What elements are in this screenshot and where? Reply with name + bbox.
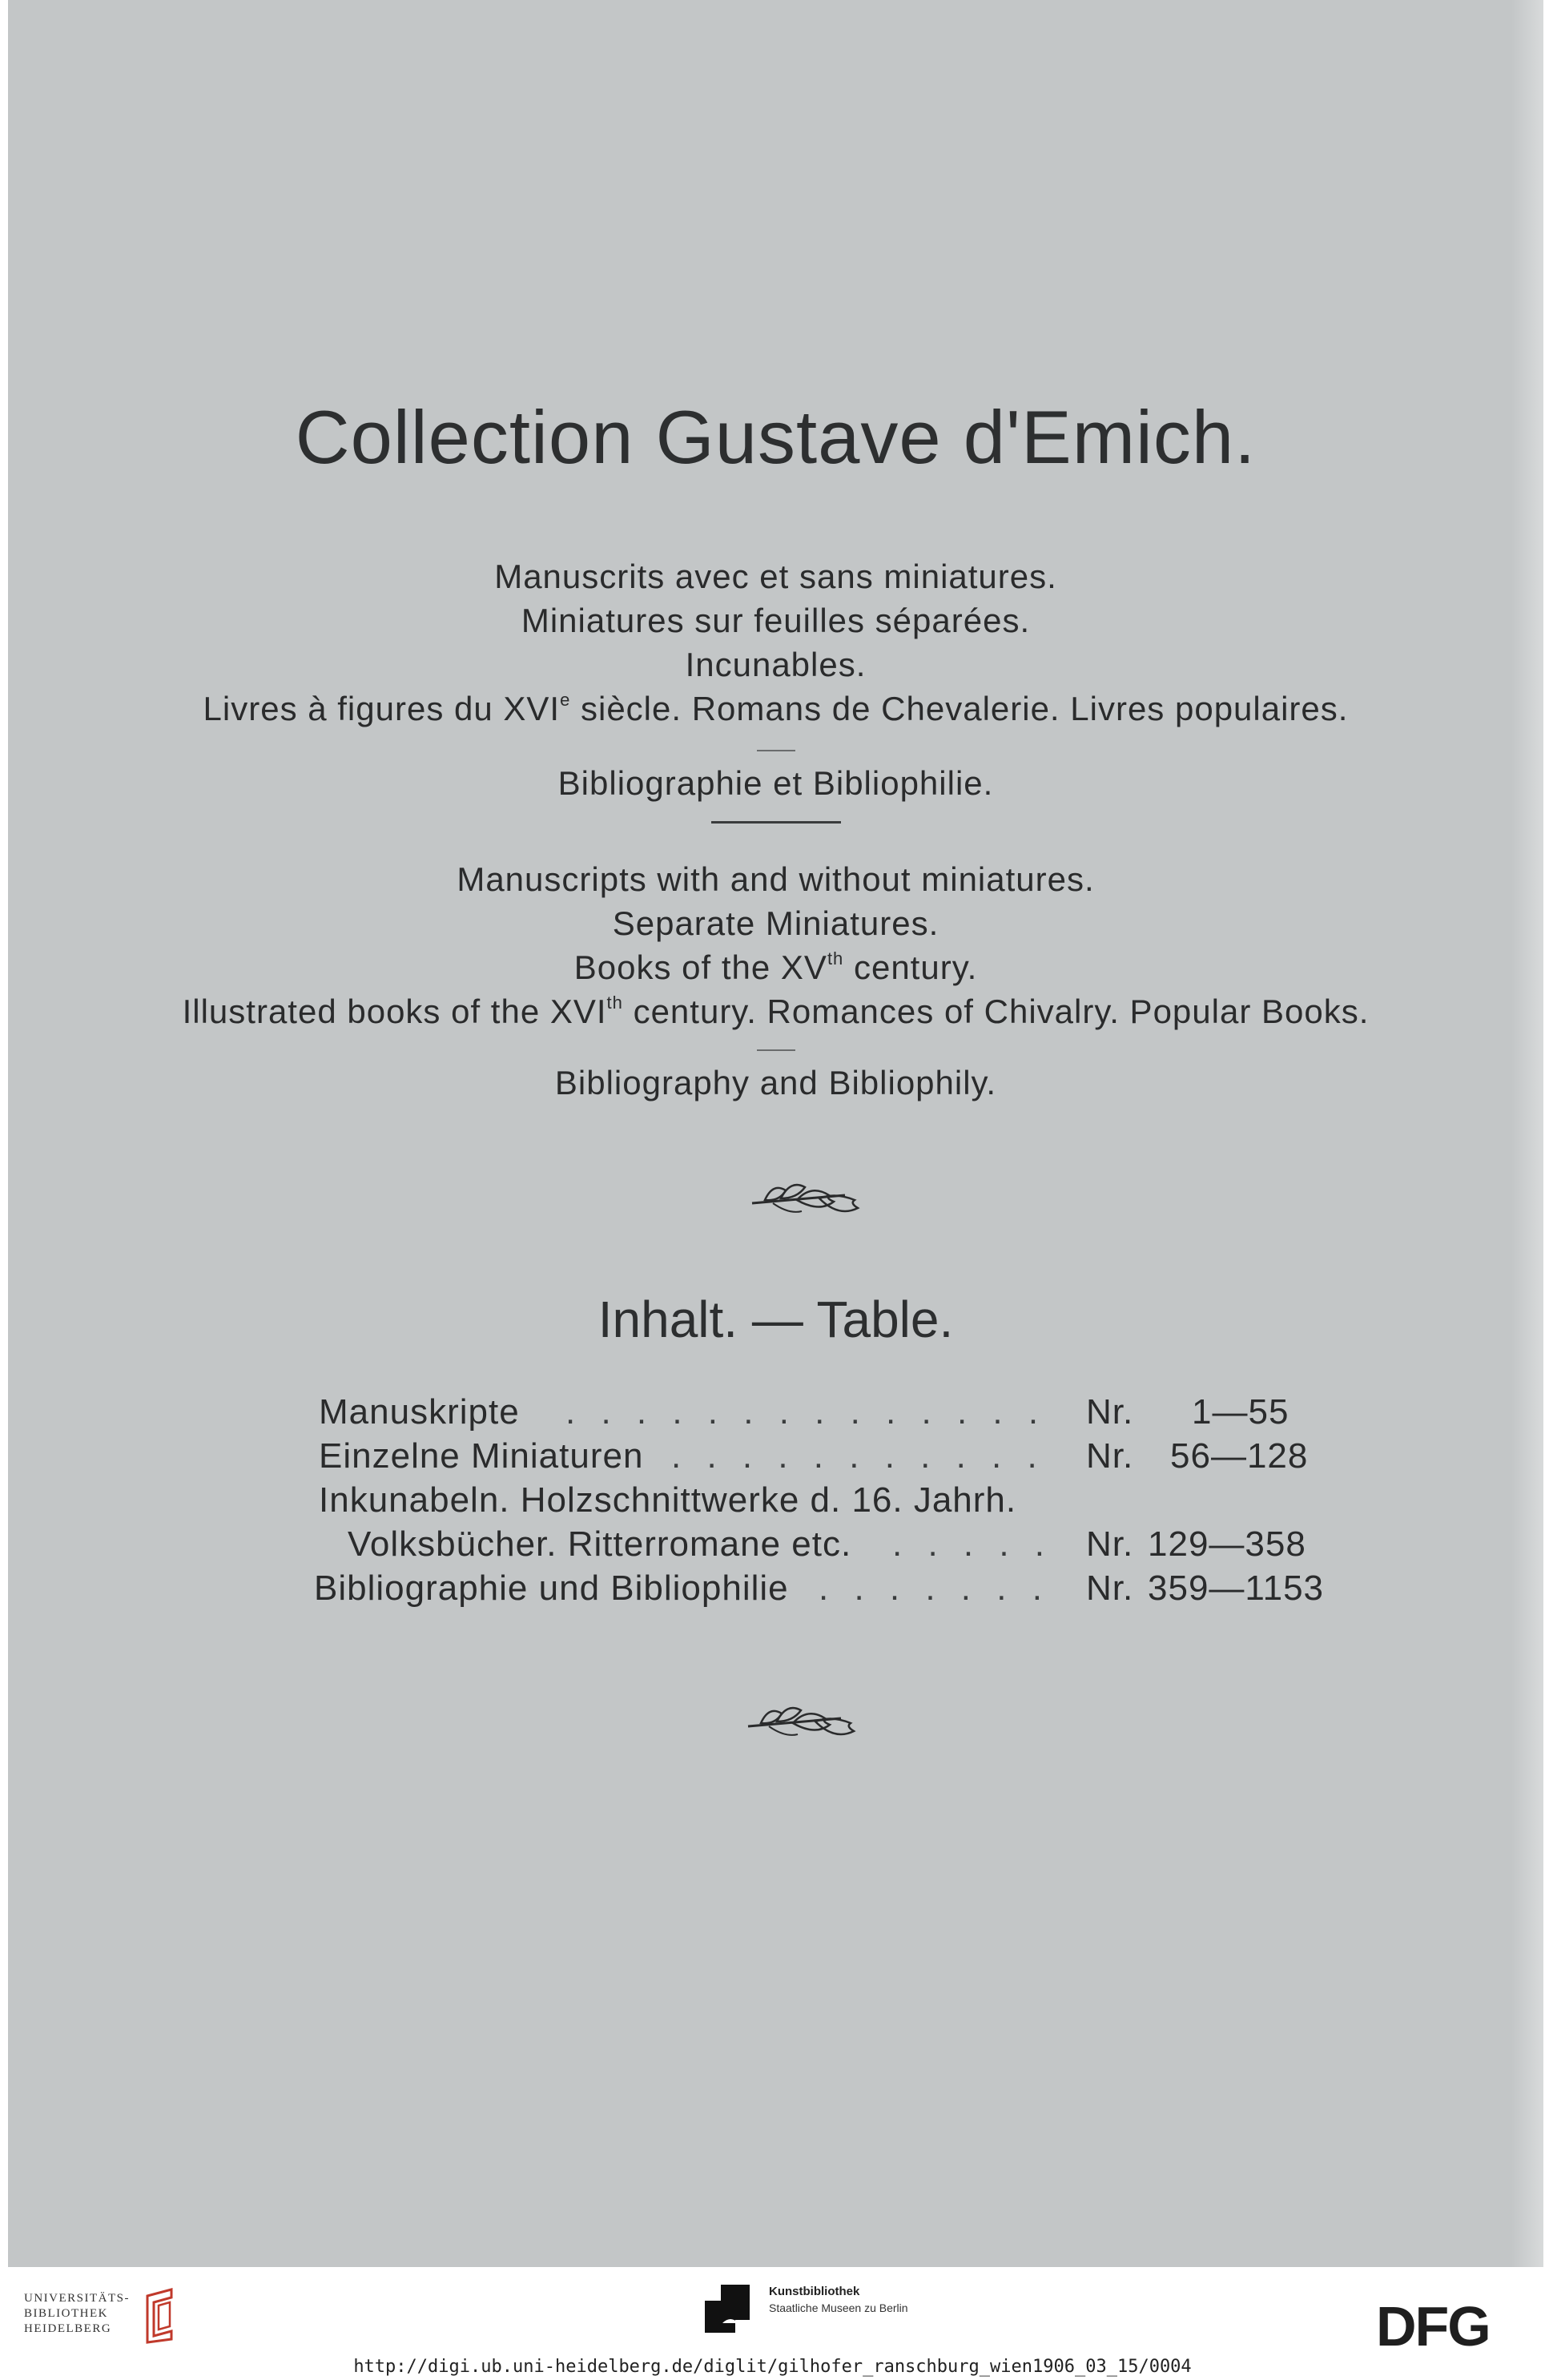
french-line-4-sup: e <box>560 690 571 710</box>
toc-label: Manuskripte <box>319 1392 520 1432</box>
english-line-3 <box>8 945 1543 989</box>
ub-heidelberg-logo-mark-icon <box>143 2286 178 2344</box>
french-line-4-b: siècle. Romans de Chevalerie. Livres populaires. <box>570 690 1349 727</box>
toc-label: Einzelne Miniaturen <box>319 1436 644 1476</box>
french-line-4 <box>8 687 1543 731</box>
english-description <box>8 857 1543 1105</box>
toc-range: 129—358 <box>1148 1524 1306 1564</box>
french-description <box>8 554 1543 824</box>
english-line-4 <box>8 989 1543 1033</box>
kunstbibliothek-logo[interactable] <box>705 2285 908 2337</box>
kunstbibliothek-text <box>769 2285 908 2314</box>
toc-label: Volksbücher. Ritterromane etc. <box>348 1524 852 1564</box>
toc-range: 56—128 <box>1170 1436 1309 1476</box>
english-line-2: Separate Miniatures. <box>612 904 939 942</box>
table-of-contents <box>314 1390 1360 1610</box>
toc-range: 359—1153 <box>1148 1569 1325 1608</box>
toc-row <box>314 1566 1360 1610</box>
toc-nr: Nr. <box>1086 1392 1134 1432</box>
ub-heidelberg-logo[interactable] <box>24 2291 130 2337</box>
page-title: Collection Gustave d'Emich. <box>295 395 1257 479</box>
toc-row <box>319 1522 1360 1566</box>
english-line-3-a: Books of the XV <box>573 948 827 986</box>
kunstbibliothek-name: Kunstbibliothek <box>769 2285 860 2298</box>
english-line-3-sup: th <box>827 948 844 969</box>
toc-nr: Nr. <box>1086 1436 1134 1476</box>
ub-logo-line-1: UNIVERSITÄTS- <box>24 2292 130 2305</box>
toc-label: Inkunabeln. Holzschnittwerke d. 16. Jahrh. <box>319 1480 1017 1520</box>
toc-nr: Nr. <box>1086 1569 1134 1608</box>
english-line-4-b: century. Romances of Chivalry. Popular Books. <box>622 993 1370 1030</box>
section-divider <box>711 821 841 824</box>
toc-leader-dots: . . . . . . . . . . . . . . <box>565 1392 1047 1432</box>
footer-bar <box>0 2267 1545 2380</box>
english-line-1: Manuscripts with and without miniatures. <box>457 860 1095 898</box>
toc-row <box>319 1478 1360 1522</box>
toc-title: Inhalt. — Table. <box>597 1291 954 1348</box>
kunstbibliothek-subtitle: Staatliche Museen zu Berlin <box>769 2301 908 2314</box>
french-line-2: Miniatures sur feuilles séparées. <box>521 602 1031 639</box>
english-line-4-a: Illustrated books of the XVI <box>182 993 607 1030</box>
oak-branch-ornament-icon <box>749 1171 869 1221</box>
toc-nr: Nr. <box>1086 1524 1134 1564</box>
kunstbibliothek-logo-mark-icon <box>705 2285 753 2333</box>
french-line-1: Manuscrits avec et sans miniatures. <box>494 558 1057 595</box>
dfg-logo[interactable]: DFG <box>1376 2295 1490 2358</box>
scanned-page <box>8 0 1543 2267</box>
french-line-3: Incunables. <box>685 646 867 683</box>
french-line-4-a: Livres à figures du XVI <box>203 690 561 727</box>
toc-row <box>319 1390 1360 1434</box>
toc-leader-dots: . . . . . . . . . . . <box>671 1436 1045 1476</box>
toc-leader-dots: . . . . . . . <box>819 1569 1050 1608</box>
english-biblio: Bibliography and Bibliophily. <box>554 1064 997 1101</box>
toc-row <box>319 1434 1360 1478</box>
english-line-4-sup: th <box>606 993 623 1013</box>
source-url-link[interactable]: http://digi.ub.uni-heidelberg.de/diglit/gilhofer_ranschburg_wien1906_03_15/0004 <box>353 2357 1192 2377</box>
ub-logo-line-2: BIBLIOTHEK <box>24 2307 108 2320</box>
toc-range: 1—55 <box>1192 1392 1290 1432</box>
toc-leader-dots: . . . . . <box>892 1524 1053 1564</box>
ub-logo-line-3: HEIDELBERG <box>24 2322 112 2335</box>
english-line-3-b: century. <box>843 948 978 986</box>
toc-label: Bibliographie und Bibliophilie <box>314 1569 789 1608</box>
french-biblio: Bibliographie et Bibliophilie. <box>557 764 994 802</box>
oak-branch-ornament-icon <box>745 1694 865 1744</box>
